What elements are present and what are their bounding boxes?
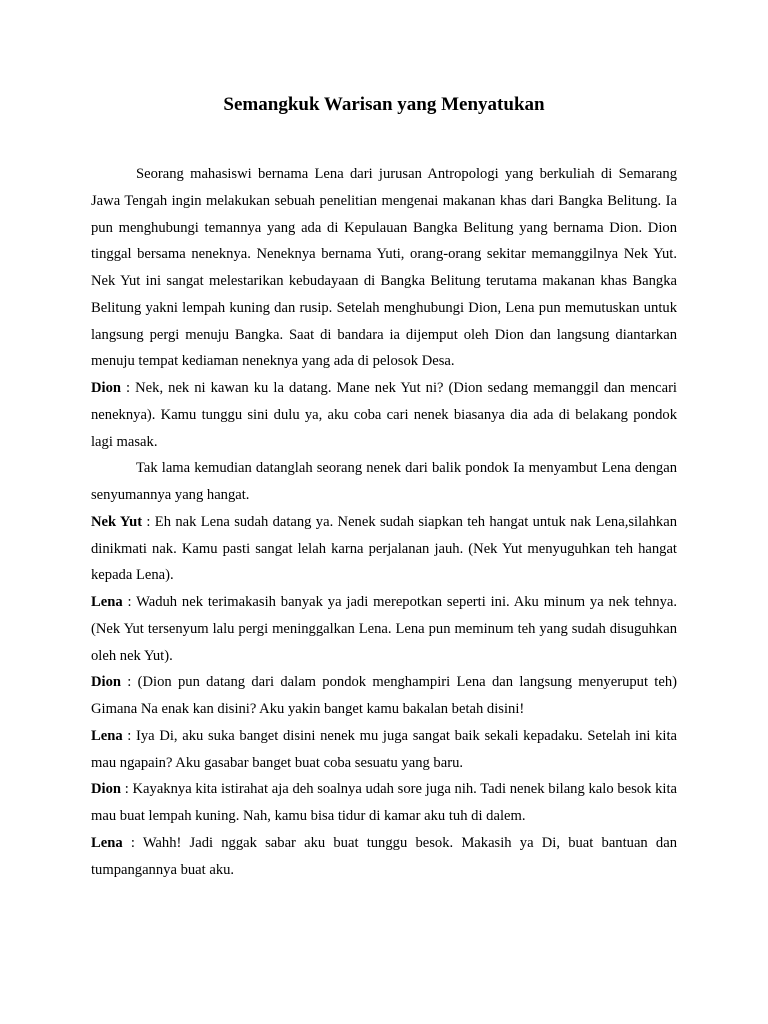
dialogue-line xyxy=(91,723,677,777)
speaker-name: Nek Yut xyxy=(91,513,143,530)
dialogue-text: : Waduh nek terimakasih banyak ya jadi merepotkan seperti ini. Aku minum ya nek tehnya. (Nek Yut tersenyum lalu pergi meninggalkan Lena. Lena pun meminum teh yang sudah disuguhkan oleh nek Yut). xyxy=(91,594,677,664)
dialogue-text: : Kayaknya kita istirahat aja deh soalnya udah sore juga nih. Tadi nenek bilang kalo besok kita mau buat lempah kuning. Nah, kamu bisa tidur di kamar aku tuh di dalem. xyxy=(91,781,677,824)
document-title: Semangkuk Warisan yang Menyatukan xyxy=(223,94,545,115)
dialogue-text: : Wahh! Jadi nggak sabar aku buat tunggu besok. Makasih ya Di, buat bantuan dan tumpangannya buat aku. xyxy=(91,834,677,878)
speaker-name: Lena xyxy=(91,594,123,610)
dialogue-text: : (Dion pun datang dari dalam pondok menghampiri Lena dan langsung menyeruput teh) Gimana Na enak kan disini? Aku yakin banget kamu bakalan betah disini! xyxy=(91,674,677,717)
dialogue-text: : Eh nak Lena sudah datang ya. Nenek sudah siapkan teh hangat untuk nak Lena,silahkan dinikmati nak. Kamu pasti sangat lelah karna perjalanan jauh. (Nek Yut menyuguhkan teh hangat kepada Lena). xyxy=(91,513,677,584)
speaker-name: Lena xyxy=(91,834,123,851)
dialogue-line xyxy=(91,589,677,669)
dialogue-text: : Iya Di, aku suka banget disini nenek mu juga sangat baik sekali kepadaku. Setelah ini kita mau ngapain? Aku gasabar banget buat coba sesuatu yang baru. xyxy=(91,727,677,771)
dialogue-line xyxy=(91,830,677,884)
dialogue-text: : Nek, nek ni kawan ku la datang. Mane nek Yut ni? (Dion sedang memanggil dan mencari neneknya). Kamu tunggu sini dulu ya, aku coba cari nenek biasanya dia ada di belakang pondok lagi masak. xyxy=(91,380,677,450)
narration-paragraph xyxy=(91,161,677,375)
speaker-name: Lena xyxy=(91,727,123,744)
speaker-name: Dion xyxy=(91,380,122,396)
paragraph-text: Tak lama kemudian datanglah seorang nenek dari balik pondok Ia menyambut Lena dengan senyumannya yang hangat. xyxy=(91,460,677,503)
narration-paragraph xyxy=(91,455,677,509)
paragraph-text: Seorang mahasiswi bernama Lena dari jurusan Antropologi yang berkuliah di Semarang Jawa Tengah ingin melakukan sebuah penelitian mengenai makanan khas dari Bangka Belitung. Ia pun menghubungi temannya yang ada di Kepulauan Bangka Belitung yang bernama Dion. Dion tinggal bersama neneknya. Neneknya bernama Yuti, orang-orang sekitar memanggilnya Nek Yut. Nek Yut ini sangat melestarikan kebudayaan di Bangka Belitung terutama makanan khas Bangka Belitung yakni lempah kuning dan rusip. Setelah menghubungi Dion, Lena pun memutuskan untuk langsung pergi menuju Bangka. Saat di bandara ia dijemput oleh Dion dan langsung diantarkan menuju tempat kediaman neneknya yang ada di pelosok Desa. xyxy=(91,166,677,370)
speaker-name: Dion xyxy=(91,781,122,798)
dialogue-line xyxy=(91,509,677,589)
dialogue-line xyxy=(91,669,677,723)
dialogue-line xyxy=(91,776,677,830)
document-body xyxy=(91,161,677,883)
speaker-name: Dion xyxy=(91,674,122,691)
dialogue-line xyxy=(91,375,677,455)
